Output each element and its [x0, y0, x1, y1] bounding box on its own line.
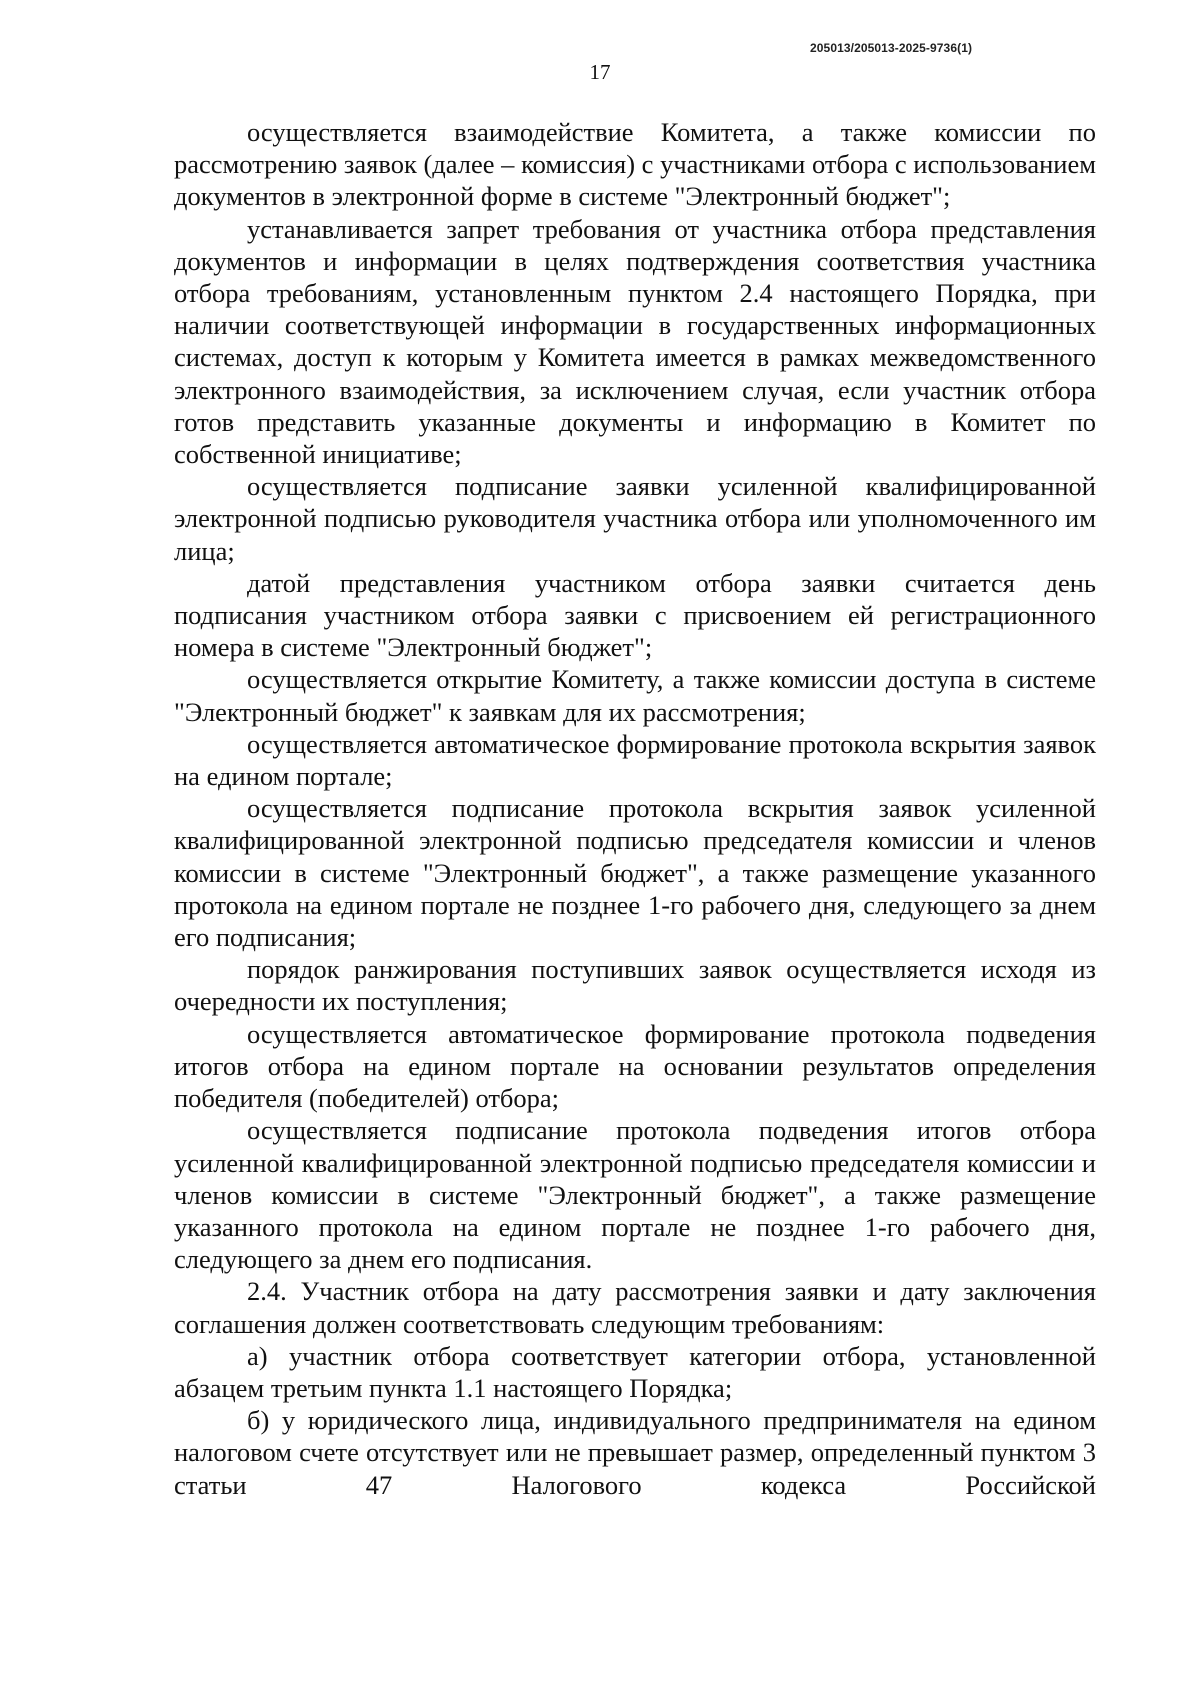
- paragraph: порядок ранжирования поступивших заявок осуществляется исходя из очередности их поступления;: [174, 954, 1096, 1017]
- paragraph: датой представления участником отбора заявки считается день подписания участником отбора заявки с присвоением ей регистрационного номера в системе "Электронный бюджет";: [174, 567, 1096, 663]
- paragraph: 2.4. Участник отбора на дату рассмотрения заявки и дату заключения соглашения должен соответствовать следующим требованиям:: [174, 1276, 1096, 1339]
- paragraph: а) участник отбора соответствует категории отбора, установленной абзацем третьим пункта 1.1 настоящего Порядка;: [174, 1340, 1096, 1403]
- document-registration-number: 205013/205013-2025-9736(1): [810, 41, 973, 55]
- paragraph: осуществляется взаимодействие Комитета, а также комиссии по рассмотрению заявок (далее – комиссия) с участниками отбора с использованием документов в электронной форме в системе "Электронный бюджет";: [174, 117, 1096, 212]
- document-body: [174, 116, 1096, 1501]
- paragraph: осуществляется автоматическое формирование протокола подведения итогов отбора на едином портале на основании результатов определения победителя (победителей) отбора;: [174, 1018, 1096, 1114]
- paragraph: осуществляется подписание заявки усиленной квалифицированной электронной подписью руководителя участника отбора или уполномоченного им лица;: [174, 471, 1096, 566]
- paragraph: б) у юридического лица, индивидуального предпринимателя на едином налоговом счете отсутствует или не превышает размер, определенный пунктом 3 статьи 47 Налогового кодекса Российской: [174, 1405, 1096, 1500]
- paragraph: осуществляется автоматическое формирование протокола вскрытия заявок на едином портале;: [174, 728, 1096, 792]
- paragraph: устанавливается запрет требования от участника отбора представления документов и информации в целях подтверждения соответствия участника отбора требованиям, установленным пунктом 2.4 настоящего Порядка, при наличии соответствующей информации в государственных информационных системах, доступ к которым у Комитета имеется в рамках межведомственного электронного взаимодействия, за исключением случая, если участник отбора готов представить указанные документы и информацию в Комитет по собственной инициативе;: [174, 213, 1096, 470]
- paragraph: осуществляется открытие Комитету, а также комиссии доступа в системе "Электронный бюджет" к заявкам для их рассмотрения;: [174, 664, 1096, 727]
- page-number: 17: [589, 60, 611, 84]
- paragraph: осуществляется подписание протокола подведения итогов отбора усиленной квалифицированной электронной подписью председателя комиссии и членов комиссии в системе "Электронный бюджет", а также размещение указанного протокола на едином портале не позднее 1-го рабочего дня, следующего за днем его подписания.: [174, 1115, 1096, 1275]
- paragraph: осуществляется подписание протокола вскрытия заявок усиленной квалифицированной электронной подписью председателя комиссии и членов комиссии в системе "Электронный бюджет", а также размещение указанного протокола на едином портале не позднее 1-го рабочего дня, следующего за днем его подписания;: [174, 793, 1096, 953]
